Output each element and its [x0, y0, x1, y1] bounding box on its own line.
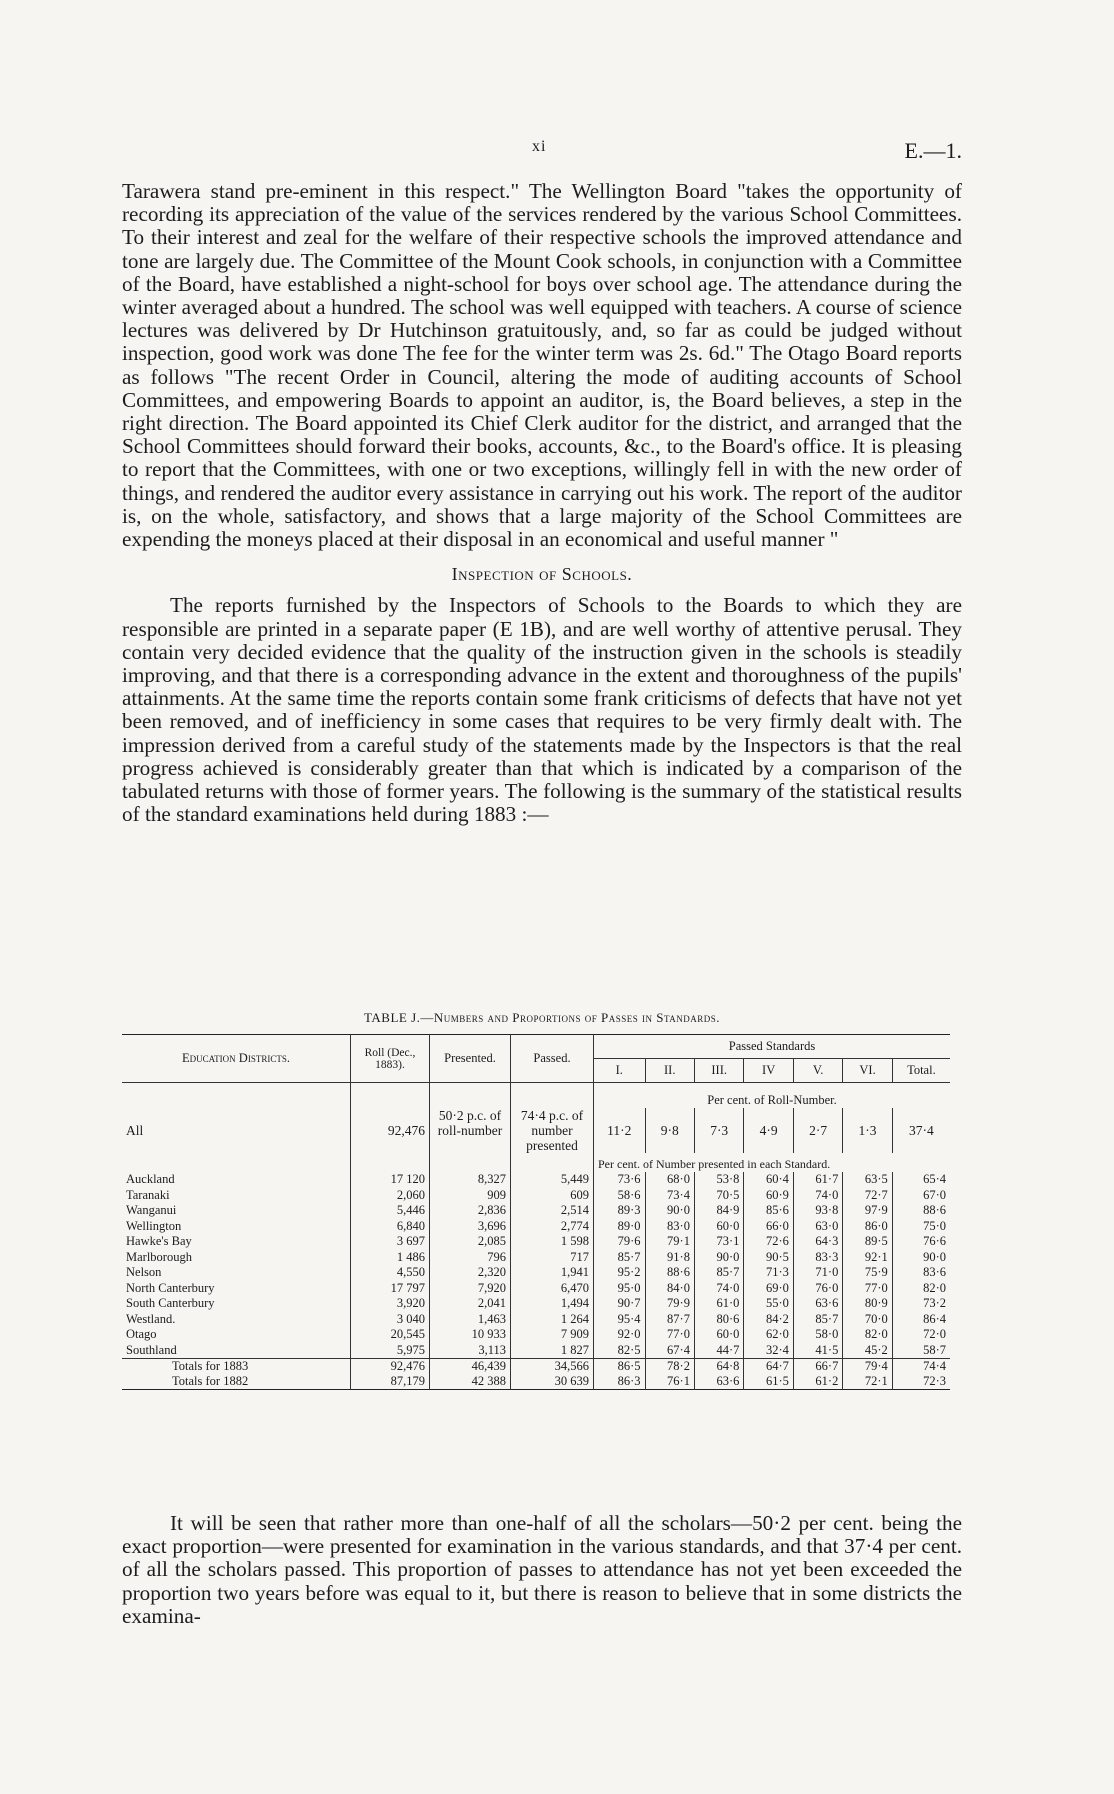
presented-cell: 1,463: [477, 1311, 506, 1326]
s6-cell: 75·9: [864, 1265, 888, 1279]
roll-cell: 3 040: [396, 1311, 425, 1326]
passed-cell: 1 598: [560, 1234, 589, 1248]
s6-cell: 45·2: [864, 1342, 888, 1357]
all-std-2: 9·8: [645, 1108, 694, 1153]
std-header-5: V.: [793, 1059, 842, 1083]
s2-cell: 68·0: [667, 1172, 690, 1186]
col-header-districts: Education Districts.: [122, 1035, 351, 1083]
s6-cell: 89·5: [864, 1234, 888, 1248]
document-code: E.—1.: [904, 138, 962, 163]
std5-values: [793, 1172, 842, 1359]
per-cent-roll-label: Per cent. of Roll-Number.: [594, 1083, 951, 1109]
s6-cell: 72·7: [864, 1187, 888, 1202]
s1-cell: 82·5: [617, 1342, 641, 1357]
presented-cell: 2,836: [477, 1203, 506, 1217]
totals-rows: [122, 1359, 950, 1390]
roll-cell: 3 697: [396, 1234, 425, 1248]
s5-cell: 93·8: [815, 1203, 839, 1217]
passed-cell: 7 909: [560, 1327, 589, 1341]
s1-cell: 85·7: [617, 1249, 641, 1264]
districts-cell: Otago: [126, 1327, 157, 1341]
t83-s6: 79·4: [864, 1359, 888, 1373]
t83-roll: 92,476: [390, 1359, 425, 1373]
s1-cell: 89·0: [617, 1218, 641, 1233]
s4-cell: 90·5: [765, 1249, 789, 1264]
presented-cell: 3,696: [477, 1218, 506, 1233]
all-std-6: 1·3: [843, 1108, 892, 1153]
s6-cell: 86·0: [864, 1218, 888, 1233]
presented-cell: 3,113: [478, 1342, 506, 1357]
s5-cell: 76·0: [815, 1280, 839, 1295]
s2-cell: 77·0: [667, 1327, 690, 1341]
presented-values: [430, 1172, 511, 1359]
std2-values: [645, 1172, 694, 1359]
roll-cell: 1 486: [396, 1249, 425, 1264]
s2-cell: 79·9: [667, 1296, 690, 1310]
s1-cell: 58·6: [617, 1187, 641, 1202]
s3-cell: 85·7: [716, 1265, 740, 1279]
presented-cell: 2,085: [477, 1234, 506, 1248]
s3-cell: 61·0: [716, 1296, 740, 1310]
s4-cell: 69·0: [765, 1280, 789, 1295]
presented-cell: 2,041: [477, 1296, 506, 1310]
s2-cell: 73·4: [667, 1187, 690, 1202]
s6-cell: 77·0: [864, 1280, 888, 1295]
s4-cell: 66·0: [765, 1218, 789, 1233]
s1-cell: 95·4: [617, 1311, 641, 1326]
passed-cell: 2,514: [560, 1203, 589, 1217]
passed-cell: 6,470: [560, 1280, 589, 1295]
col-header-presented: Presented.: [430, 1035, 511, 1083]
t82-passed: 30 639: [554, 1374, 589, 1388]
t83-s2: 78·2: [667, 1359, 690, 1373]
passed-cell: 2,774: [560, 1218, 589, 1233]
s4-cell: 85·6: [765, 1203, 789, 1217]
col-header-roll: Roll (Dec., 1883).: [351, 1035, 430, 1083]
districts-cell: Southland: [126, 1342, 177, 1357]
s3-cell: 60·0: [716, 1327, 740, 1341]
paragraph-inspection: The reports furnished by the Inspectors of Schools to the Boards to which they are responsible are printed in a separate paper (E 1B), and are well worthy of attentive perusal. They contain very decided evidence that the quality of the instruction given in the schools is steadily improving, and that there is a corresponding advance in the extent and thoroughness of the pupils' attainments. At the same time the reports contain some frank criticisms of defects that have not yet been removed, and of inefficiency in some cases that requires to be very firmly dealt with. The impression derived from a careful study of the statements made by the Inspectors is that the real progress achieved is considerably greater than that which is indicated by a comparison of the tabulated returns with those of former years. The following is the summary of the statistical results of the standard examinations held during 1883 :—: [122, 593, 962, 827]
s3-cell: 60·0: [716, 1218, 740, 1233]
passed-values: [511, 1172, 594, 1359]
t83-s1: 86·5: [617, 1359, 641, 1373]
t82-s2: 76·1: [667, 1374, 690, 1388]
totals-1882-label: Totals for 1882: [172, 1374, 249, 1388]
std1-values: [594, 1172, 646, 1359]
s5-cell: 58·0: [815, 1327, 839, 1341]
per-cent-presented-label: Per cent. of Number presented in each Standard.: [594, 1153, 951, 1172]
passed-cell: 1 827: [560, 1342, 589, 1357]
s1-cell: 73·6: [617, 1172, 641, 1186]
t83-s5: 66·7: [815, 1359, 839, 1373]
stotal-cell: 72·0: [923, 1327, 946, 1341]
s4-cell: 60·9: [765, 1187, 789, 1202]
districts-cell: Marlborough: [126, 1249, 192, 1264]
s5-cell: 71·0: [815, 1265, 839, 1279]
s6-cell: 92·1: [864, 1249, 888, 1264]
presented-cell: 2,320: [477, 1265, 506, 1279]
s6-cell: 70·0: [864, 1311, 888, 1326]
roll-cell: 4,550: [396, 1265, 425, 1279]
presented-cell: 7,920: [477, 1280, 506, 1295]
t83-presented: 46,439: [471, 1359, 506, 1373]
totals-labels: [122, 1359, 351, 1390]
districts-cell: Wanganui: [126, 1203, 177, 1217]
t82-s4: 61·5: [765, 1374, 789, 1388]
std-header-6: VI.: [843, 1059, 892, 1083]
paragraph-board-reports: Tarawera stand pre-eminent in this respect." The Wellington Board "takes the opportunity of recording its appreciation of the value of the services rendered by the various School Committees. To their interest and zeal for the welfare of their respective schools the improved attendance and tone are largely due. The Committee of the Mount Cook schools, in conjunction with a Committee of the Board, have established a night-school for boys over school age. The attendance during the winter averaged about a hundred. The school was well equipped with teachers. A course of science lectures was delivered by Dr Hutchinson gratuitously, and, so far as could be judged without inspection, good work was done The fee for the winter term was 2s. 6d." The Otago Board reports as follows "The recent Order in Council, altering the mode of auditing accounts of School Committees, and empowering Boards to appoint an auditor, is, the Board believes, a step in the right direction. The Board appointed its Chief Clerk auditor for the district, and arranged that the School Committees should forward their books, accounts, &c., to the Board's office. It is pleasing to report that the Committees, with one or two exceptions, willingly fell in with the new order of things, and rendered the auditor every assistance in carrying out his work. The report of the auditor is, on the whole, satisfactory, and shows that a large majority of the School Committees are expending the moneys placed at their disposal in an economical and useful manner ": [122, 179, 962, 552]
s4-cell: 84·2: [765, 1311, 789, 1326]
roll-values: [351, 1172, 430, 1359]
stotal-cell: 75·0: [923, 1218, 946, 1233]
s3-cell: 74·0: [716, 1280, 740, 1295]
stotal-values: [892, 1172, 950, 1359]
body-text-bottom: [122, 1512, 962, 1628]
stotal-cell: 73·2: [923, 1296, 946, 1310]
all-std-1: 11·2: [594, 1108, 646, 1153]
s4-cell: 72·6: [765, 1234, 789, 1248]
presented-cell: 10 933: [471, 1327, 506, 1341]
s5-cell: 74·0: [815, 1187, 839, 1202]
all-std-3: 7·3: [694, 1108, 743, 1153]
stotal-cell: 86·4: [923, 1311, 946, 1326]
t83-s4: 64·7: [765, 1359, 789, 1373]
table-j: [122, 1010, 962, 1390]
s4-cell: 60·4: [765, 1172, 789, 1186]
s1-cell: 79·6: [617, 1234, 641, 1248]
s3-cell: 84·9: [716, 1203, 740, 1217]
stotal-cell: 90·0: [923, 1249, 946, 1264]
passed-cell: 1,494: [560, 1296, 589, 1310]
body-text-top: [122, 180, 962, 826]
presented-cell: 796: [487, 1249, 506, 1264]
s6-cell: 80·9: [864, 1296, 888, 1310]
t82-s6: 72·1: [864, 1374, 888, 1388]
paragraph-proportion: It will be seen that rather more than one-half of all the scholars—50·2 per cent. being the exact proportion—were presented for examination in the various standards, and that 37·4 per cent. of all the scholars passed. This proportion of passes to attendance has not yet been exceeded the proportion two years before was equal to it, but there is reason to believe that in some districts the examina-: [122, 1511, 962, 1628]
passed-cell: 1,941: [560, 1265, 589, 1279]
std-header-4: IV: [744, 1059, 793, 1083]
s2-cell: 67·4: [667, 1342, 690, 1357]
std-header-2: II.: [645, 1059, 694, 1083]
t82-s5: 61·2: [815, 1374, 839, 1388]
t82-s1: 86·3: [617, 1374, 641, 1388]
s4-cell: 32·4: [765, 1342, 789, 1357]
passed-cell: 717: [570, 1249, 589, 1264]
col-header-passed-standards: Passed Standards: [594, 1035, 951, 1059]
s5-cell: 41·5: [815, 1342, 839, 1357]
s5-cell: 61·7: [815, 1172, 839, 1186]
std-header-3: III.: [694, 1059, 743, 1083]
s5-cell: 85·7: [815, 1311, 839, 1326]
s3-cell: 53·8: [716, 1172, 740, 1186]
stotal-cell: 76·6: [923, 1234, 946, 1248]
roll-cell: 6,840: [396, 1218, 425, 1233]
district-names: [122, 1172, 351, 1359]
stotal-cell: 67·0: [923, 1187, 946, 1202]
s5-cell: 63·0: [815, 1218, 839, 1233]
roll-cell: 17 797: [390, 1280, 425, 1295]
t83-s3: 64·8: [716, 1359, 740, 1373]
s1-cell: 92·0: [617, 1327, 641, 1341]
roll-cell: 3,920: [396, 1296, 425, 1310]
s3-cell: 70·5: [716, 1187, 740, 1202]
passed-cell: 609: [570, 1187, 589, 1202]
districts-cell: Taranaki: [126, 1187, 170, 1202]
roll-cell: 17 120: [390, 1172, 425, 1186]
t83-total: 74·4: [923, 1359, 946, 1373]
t83-passed: 34,566: [554, 1359, 589, 1373]
s3-cell: 73·1: [716, 1234, 740, 1248]
roll-cell: 5,446: [396, 1203, 425, 1217]
totals-1883-label: Totals for 1883: [172, 1359, 249, 1373]
passed-cell: 5,449: [560, 1172, 589, 1186]
std-header-1: I.: [594, 1059, 646, 1083]
districts-cell: Wellington: [126, 1218, 182, 1233]
s2-cell: 91·8: [667, 1249, 690, 1264]
presented-cell: 909: [487, 1187, 506, 1202]
all-label: All: [126, 1122, 144, 1138]
all-std-5: 2·7: [793, 1108, 842, 1153]
page-number: xi: [532, 138, 547, 155]
s2-cell: 84·0: [667, 1280, 690, 1295]
s2-cell: 88·6: [667, 1265, 690, 1279]
stotal-cell: 58·7: [923, 1342, 946, 1357]
roll-cell: 5,975: [396, 1342, 425, 1357]
s3-cell: 90·0: [716, 1249, 740, 1264]
districts-cell: Auckland: [126, 1172, 175, 1186]
std3-values: [694, 1172, 743, 1359]
s4-cell: 71·3: [765, 1265, 789, 1279]
all-std-4: 4·9: [744, 1108, 793, 1153]
s5-cell: 83·3: [815, 1249, 839, 1264]
roll-cell: 20,545: [390, 1327, 425, 1341]
s2-cell: 83·0: [667, 1218, 690, 1233]
s5-cell: 63·6: [815, 1296, 839, 1310]
stotal-cell: 88·6: [923, 1203, 946, 1217]
s6-cell: 97·9: [864, 1203, 888, 1217]
passes-table: [122, 1034, 950, 1390]
districts-cell: Hawke's Bay: [126, 1234, 192, 1248]
stotal-cell: 83·6: [923, 1265, 946, 1279]
s2-cell: 90·0: [667, 1203, 690, 1217]
all-passed: 74·4 p.c. of number presented: [511, 1108, 594, 1153]
s3-cell: 80·6: [716, 1311, 740, 1326]
presented-cell: 8,327: [477, 1172, 506, 1186]
roll-cell: 2,060: [396, 1187, 425, 1202]
s2-cell: 87·7: [667, 1311, 690, 1326]
table-title: TABLE J.—Numbers and Proportions of Passes in Standards.: [363, 1010, 720, 1025]
s1-cell: 90·7: [617, 1296, 641, 1310]
districts-cell: Westland.: [126, 1311, 176, 1326]
s2-cell: 79·1: [667, 1234, 690, 1248]
all-roll: 92,476: [351, 1108, 430, 1153]
s1-cell: 95·2: [617, 1265, 641, 1279]
std-header-total: Total.: [892, 1059, 950, 1083]
districts-cell: Nelson: [126, 1265, 162, 1279]
s1-cell: 95·0: [617, 1280, 641, 1295]
stotal-cell: 65·4: [923, 1172, 946, 1186]
stotal-cell: 82·0: [923, 1280, 946, 1295]
section-heading: Inspection of Schools.: [451, 564, 633, 585]
t82-s3: 63·6: [716, 1374, 740, 1388]
s6-cell: 63·5: [864, 1172, 888, 1186]
std4-values: [744, 1172, 793, 1359]
t82-roll: 87,179: [390, 1374, 425, 1388]
districts-cell: South Canterbury: [126, 1296, 215, 1310]
col-header-passed: Passed.: [511, 1035, 594, 1083]
passed-cell: 1 264: [560, 1311, 589, 1326]
all-districts-row: [122, 1108, 950, 1153]
t82-presented: 42 388: [471, 1374, 506, 1388]
all-std-total: 37·4: [892, 1108, 950, 1153]
s3-cell: 44·7: [716, 1342, 740, 1357]
all-presented: 50·2 p.c. of roll-number: [430, 1108, 511, 1153]
s4-cell: 62·0: [765, 1327, 789, 1341]
s1-cell: 89·3: [617, 1203, 641, 1217]
s6-cell: 82·0: [864, 1327, 888, 1341]
districts-cell: North Canterbury: [126, 1280, 215, 1295]
std6-values: [843, 1172, 892, 1359]
s4-cell: 55·0: [765, 1296, 789, 1310]
page-header: [122, 138, 962, 162]
s5-cell: 64·3: [815, 1234, 839, 1248]
t82-total: 72·3: [923, 1374, 946, 1388]
district-rows: [122, 1172, 950, 1359]
